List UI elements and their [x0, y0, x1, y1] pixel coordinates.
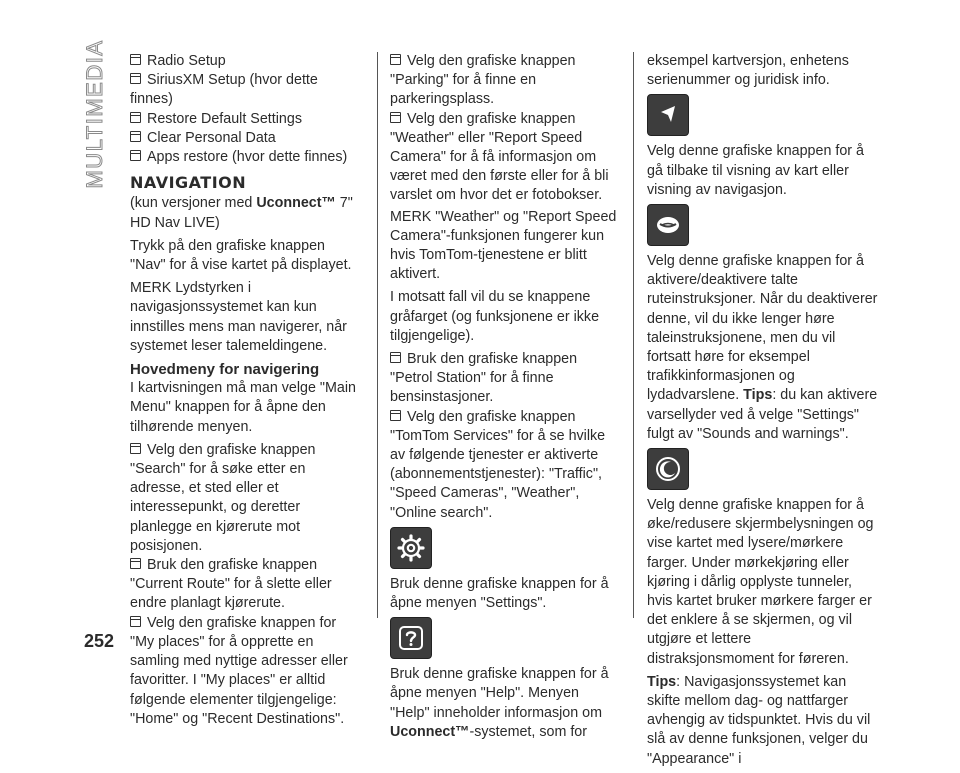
column-divider: [377, 52, 378, 618]
subheading: Hovedmeny for navigering: [130, 361, 320, 379]
bullet-icon: [390, 54, 401, 65]
bullet-icon: [130, 443, 141, 454]
voice-guidance-icon: [647, 204, 689, 246]
bullet-icon: [130, 131, 141, 142]
text: 7" HD Nav LIVE): [130, 195, 353, 231]
paragraph: [647, 252, 881, 444]
paragraph: Trykk på den grafiske knappen "Nav" for å vise kartet på displayet.: [130, 237, 352, 274]
bullet-item: [390, 52, 620, 110]
bullet-icon: [390, 112, 401, 123]
bullet-item: [130, 52, 362, 71]
paragraph: I motsatt fall vil du se knappene gråfarget (og funksjonene er ikke tilgjengelige).: [390, 289, 600, 344]
bullet-item: [130, 441, 362, 556]
bullet-icon: [130, 558, 141, 569]
paragraph: eksempel kartversjon, enhetens serienummer og juridisk info.: [647, 53, 849, 89]
text: : du kan aktivere varsellyder ved å velge "Settings" fulgt av "Sounds and warnings".: [647, 387, 878, 442]
bullet-text: Velg den grafiske knappen for "My places" for å opprette en samling med nyttige adresser eller favoritter. I "My places" er alltid følgende elementer tilgjengelige: "Home" og "Recent Destinations".: [130, 614, 348, 727]
paragraph: [647, 673, 881, 769]
bullet-item: [130, 129, 362, 148]
paragraph: I kartvisningen må man velge "Main Menu" knappen for å åpne den tilhørende menyen.: [130, 380, 356, 435]
bullet-icon: [390, 352, 401, 363]
text: Velg denne grafiske knappen for å aktivere/deaktivere talte ruteinstruksjoner. Når du deaktiverer denne, vil du ikke lenger høre taleinstruksjonene, men du vil fortsatt høre for eksempel trafikkinformasjonen og lydadvarslene.: [647, 253, 878, 404]
column-1: [130, 52, 362, 729]
map-return-icon: [647, 94, 689, 136]
column-divider: [633, 52, 634, 618]
bullet-text: Restore Default Settings: [147, 110, 302, 127]
bullet-item: [130, 148, 362, 167]
bullet-item: [390, 408, 620, 523]
bullet-text: Velg den grafiske knappen "Search" for å søke etter en adresse, et sted eller et interessepunkt, og deretter planlegge en kjørerute mot posisjonen.: [130, 441, 316, 554]
brand-name: Uconnect™: [390, 723, 470, 740]
paragraph: MERK Lydstyrken i navigasjonssystemet kan kun innstilles mens man navigerer, når systemet leser talemeldingene.: [130, 280, 347, 354]
bullet-icon: [130, 73, 141, 84]
bullet-icon: [390, 410, 401, 421]
bullet-text: Velg den grafiske knappen "TomTom Services" for å se hvilke av følgende tjenester er aktiverte (abonnementstjenester): "Traffic", "Speed Cameras", "Weather", "Online search".: [390, 408, 606, 521]
bullet-text: Velg den grafiske knappen "Parking" for å finne en parkeringsplass.: [390, 53, 576, 108]
tips-label: Tips: [743, 387, 773, 404]
settings-icon: [390, 527, 432, 569]
tips-label: Tips: [647, 673, 677, 690]
bullet-icon: [130, 112, 141, 123]
column-3: [647, 52, 881, 773]
paragraph: MERK "Weather" og "Report Speed Camera"-funksjonen fungerer kun hvis TomTom-tjenestene er blitt aktivert.: [390, 208, 617, 283]
day-night-icon: [647, 448, 689, 490]
bullet-text: Bruk den grafiske knappen "Petrol Station" for å finne bensinstasjoner.: [390, 351, 578, 406]
bullet-item: [130, 614, 362, 729]
bullet-text: Bruk den grafiske knappen "Current Route" for å slette eller endre planlagt kjørerute.: [130, 557, 332, 612]
paragraph: Velg denne grafiske knappen for å øke/redusere skjermbelysningen og vise kartet med lysere/mørkere farger. Under mørkekjøring eller kjøring i dårlig opplyste tunneler, hvis kartet bruker mørkere farger er det enklere å se skjermen, og vil utgjøre et lettere distraksjonsmoment for føreren.: [647, 497, 874, 667]
bullet-text: Clear Personal Data: [147, 129, 276, 146]
bullet-text: SiriusXM Setup (hvor dette finnes): [130, 72, 318, 108]
bullet-item: [130, 110, 362, 129]
page-number: 252: [84, 631, 115, 651]
paragraph: [130, 194, 362, 232]
paragraph: [390, 665, 620, 742]
text: : Navigasjonssystemet kan skifte mellom dag- og nattfarger avhengig av tidspunktet. Hvis du vil slå av denne funksjonen, velger du "Appearance" i: [647, 673, 871, 767]
bullet-icon: [130, 616, 141, 627]
section-title: MULTIMEDIA: [82, 39, 107, 189]
column-2: [390, 52, 620, 746]
bullet-text: Radio Setup: [147, 53, 226, 69]
bullet-item: [390, 350, 620, 408]
bullet-text: Velg den grafiske knappen "Weather" eller "Report Speed Camera" for å få informasjon om været med den første eller for å bli varslet om hvor det er fotobokser.: [390, 110, 609, 204]
paragraph: Bruk denne grafiske knappen for å åpne menyen "Settings".: [390, 575, 609, 612]
section-sidebar-label: [82, 39, 107, 189]
text: (kun versjoner med: [130, 195, 257, 212]
bullet-item: [390, 110, 620, 206]
text: -systemet, som for: [469, 723, 588, 740]
bullet-icon: [130, 150, 141, 161]
section-heading: NAVIGATION: [130, 173, 247, 193]
bullet-text: Apps restore (hvor dette finnes): [147, 149, 348, 166]
help-icon: [390, 617, 432, 659]
bullet-item: [130, 556, 362, 614]
bullet-icon: [130, 54, 141, 65]
text: Bruk denne grafiske knappen for å åpne menyen "Help". Menyen "Help" inneholder informasjon om: [390, 666, 609, 721]
bullet-item: [130, 71, 362, 109]
paragraph: Velg denne grafiske knappen for å gå tilbake til visning av kart eller visning av navigasjon.: [647, 143, 864, 198]
brand-name: Uconnect™: [256, 195, 336, 212]
